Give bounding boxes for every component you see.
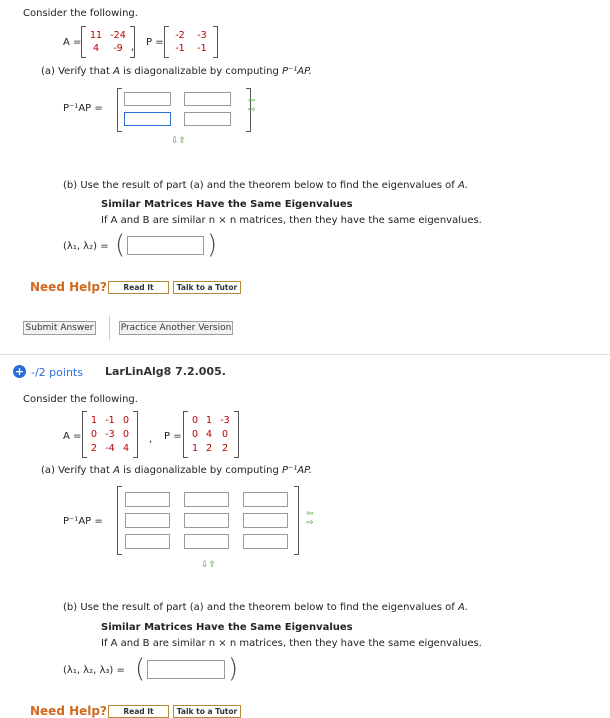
q1-theorem-title: Similar Matrices Have the Same Eigenvalues xyxy=(101,199,353,210)
q2-intro: Consider the following. xyxy=(23,394,138,405)
q1-need-help: Need Help? xyxy=(30,280,107,294)
q2-part-b: (b) Use the result of part (a) and the theorem below to find the eigenvalues of A. xyxy=(63,602,469,613)
q2-theorem-title: Similar Matrices Have the Same Eigenvalues xyxy=(101,622,353,633)
expand-plus-icon[interactable]: + xyxy=(14,365,25,378)
q1-part-b: (b) Use the result of part (a) and the theorem below to find the eigenvalues of A. xyxy=(63,180,469,191)
q1-part-a: (a) Verify that A is diagonalizable by computing P⁻¹AP. xyxy=(41,66,312,77)
q1-pap-label: P⁻¹AP = xyxy=(63,103,103,114)
q2-pap-input-12[interactable] xyxy=(184,492,229,507)
q2-matrix-p: 0 1 -3 0 4 0 1 2 2 xyxy=(183,412,239,457)
q1-row-arrows-icon[interactable]: ⇦ ⇨ xyxy=(248,96,256,115)
q2-pap-label: P⁻¹AP = xyxy=(63,516,103,527)
q2-code: LarLinAlg8 7.2.005. xyxy=(105,365,226,378)
q2-eigen-input[interactable] xyxy=(147,660,225,679)
q1-matrix-p-label: P = xyxy=(146,37,164,48)
q2-theorem-text: If A and B are similar n × n matrices, then they have the same eigenvalues. xyxy=(101,638,482,649)
q1-pap-input-12[interactable] xyxy=(184,92,231,106)
q1-eig-label: (λ₁, λ₂) = xyxy=(63,241,109,252)
q2-pap-input-32[interactable] xyxy=(184,534,229,549)
q2-eig-label: (λ₁, λ₂, λ₃) = xyxy=(63,665,125,676)
q1-matrix-a: 11 -24 4 -9 xyxy=(81,27,135,57)
q2-points: -/2 points xyxy=(31,366,83,379)
q1-col-arrows-icon[interactable]: ⇩⇧ xyxy=(171,136,187,146)
q1-pap-input-11[interactable] xyxy=(124,92,171,106)
q2-pap-input-11[interactable] xyxy=(125,492,170,507)
q1-pap-input-22[interactable] xyxy=(184,112,231,126)
q2-talk-tutor-button[interactable]: Talk to a Tutor xyxy=(173,705,241,718)
q1-talk-tutor-button[interactable]: Talk to a Tutor xyxy=(173,281,241,294)
q2-matrix-a-label: A = xyxy=(63,431,82,442)
q2-pap-input-23[interactable] xyxy=(243,513,288,528)
q2-row-arrows-icon[interactable]: ⇦ ⇨ xyxy=(306,509,314,528)
section-divider xyxy=(0,354,610,355)
q2-matrix-p-label: P = xyxy=(164,431,182,442)
q2-pap-input-21[interactable] xyxy=(125,513,170,528)
q2-pap-input-22[interactable] xyxy=(184,513,229,528)
q1-eigen-input[interactable] xyxy=(127,236,204,255)
q1-practice-button[interactable]: Practice Another Version xyxy=(120,323,232,333)
q2-part-a: (a) Verify that A is diagonalizable by computing P⁻¹AP. xyxy=(41,465,312,476)
q1-matrix-p: -2 -3 -1 -1 xyxy=(164,27,218,57)
q2-pap-input-31[interactable] xyxy=(125,534,170,549)
q2-pap-input-33[interactable] xyxy=(243,534,288,549)
q1-read-it-button[interactable]: Read It xyxy=(108,281,169,294)
q2-read-it-button[interactable]: Read It xyxy=(108,705,169,718)
q1-intro: Consider the following. xyxy=(23,8,138,19)
q2-need-help: Need Help? xyxy=(30,704,107,718)
q1-submit-button[interactable]: Submit Answer xyxy=(23,321,96,335)
q2-matrix-a: 1 -1 0 0 -3 0 2 -4 4 xyxy=(82,412,138,457)
q2-col-arrows-icon[interactable]: ⇩⇧ xyxy=(201,560,217,570)
divider xyxy=(109,316,110,340)
q1-matrix-a-label: A = xyxy=(63,37,82,48)
q1-theorem-text: If A and B are similar n × n matrices, then they have the same eigenvalues. xyxy=(101,215,482,226)
q2-pap-input-13[interactable] xyxy=(243,492,288,507)
q1-pap-input-21[interactable] xyxy=(124,112,171,126)
